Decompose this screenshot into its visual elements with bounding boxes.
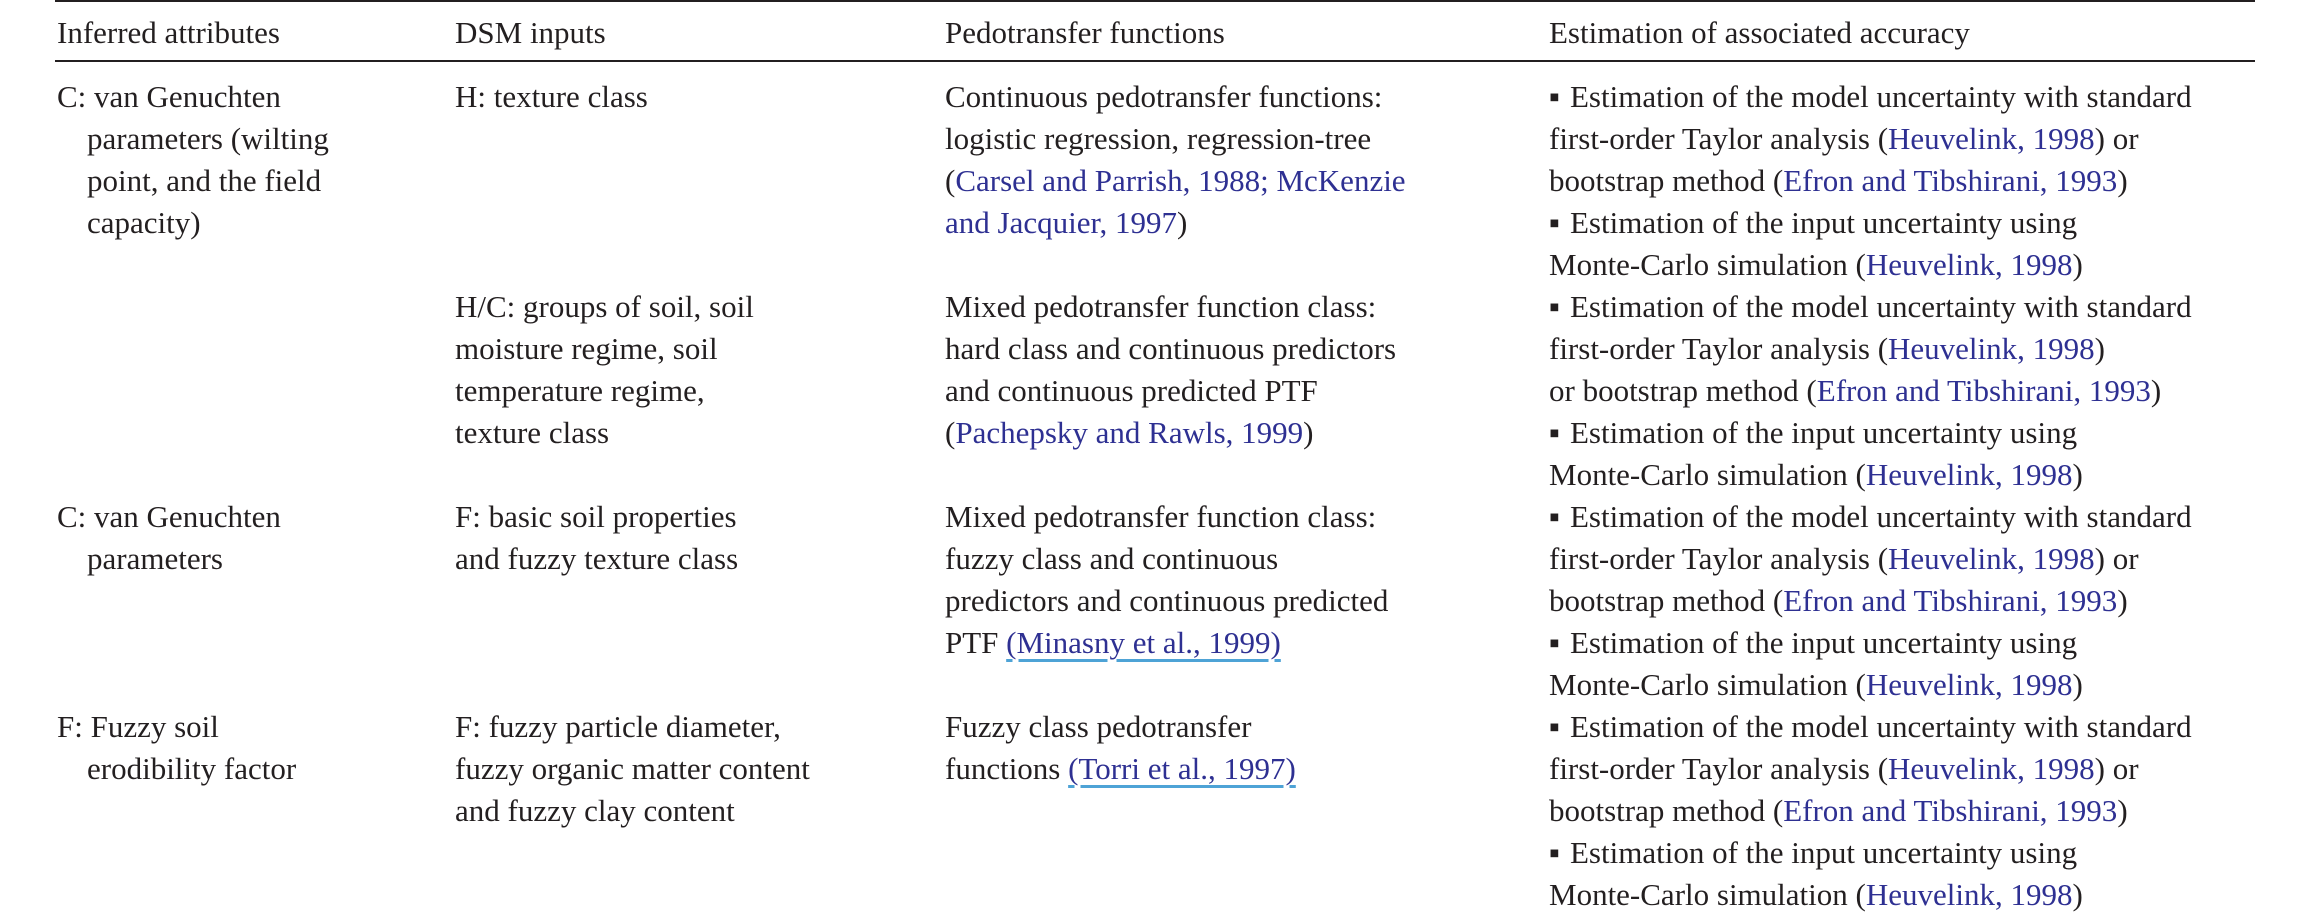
input-line: and fuzzy texture class xyxy=(455,541,739,576)
bullet-item: ▪ Estimation of the input uncertainty using xyxy=(1549,835,2077,870)
text: ) or xyxy=(2094,121,2139,156)
text: ) or xyxy=(2094,751,2139,786)
accuracy-line xyxy=(1549,622,2255,664)
text: ) xyxy=(1303,415,1314,450)
input-line: and fuzzy clay content xyxy=(455,793,735,828)
cell-inferred-attribute xyxy=(55,61,453,286)
header-inferred-attributes: Inferred attributes xyxy=(55,1,453,61)
text: ) xyxy=(2117,163,2128,198)
accuracy-line xyxy=(1549,496,2255,538)
attribute-line: C: van Genuchten xyxy=(57,79,281,114)
ptf-line xyxy=(945,706,1547,748)
cell-accuracy-estimation xyxy=(1547,706,2255,916)
text: PTF xyxy=(945,625,1007,660)
input-line: temperature regime, xyxy=(455,373,705,408)
input-line: H/C: groups of soil, soil xyxy=(455,289,754,324)
ptf-line xyxy=(945,160,1547,202)
cell-dsm-input xyxy=(453,286,943,496)
cell-accuracy-estimation xyxy=(1547,286,2255,496)
cell-accuracy-estimation xyxy=(1547,61,2255,286)
accuracy-line xyxy=(1549,790,2255,832)
citation-link-underlined[interactable]: (Torri et al., 1997) xyxy=(1068,751,1296,786)
bullet-item: ▪ Estimation of the model uncertainty with standard xyxy=(1549,289,2192,324)
accuracy-line xyxy=(1549,748,2255,790)
ptf-line xyxy=(945,496,1547,538)
cell-inferred-attribute xyxy=(55,286,453,496)
attribute-line: C: van Genuchten xyxy=(57,499,281,534)
text: bootstrap method ( xyxy=(1549,583,1784,618)
cell-pedotransfer-function xyxy=(943,706,1547,916)
citation-link[interactable]: and Jacquier, 1997 xyxy=(945,205,1178,240)
text: first-order Taylor analysis ( xyxy=(1549,751,1889,786)
text: Fuzzy class pedotransfer xyxy=(945,709,1252,744)
attribute-line: parameters xyxy=(87,541,223,576)
ptf-line xyxy=(945,748,1547,790)
text: ) xyxy=(2072,457,2083,492)
citation-link[interactable]: Heuvelink, 1998 xyxy=(1888,751,2095,786)
citation-link[interactable]: Heuvelink, 1998 xyxy=(1865,877,2073,912)
citation-link[interactable]: Pachepsky and Rawls, 1999 xyxy=(955,415,1304,450)
text: or bootstrap method ( xyxy=(1549,373,1817,408)
cell-inferred-attribute xyxy=(55,706,453,916)
input-line: fuzzy organic matter content xyxy=(455,751,810,786)
accuracy-line xyxy=(1549,328,2255,370)
text: ) xyxy=(2150,373,2162,408)
cell-dsm-input xyxy=(453,496,943,706)
text: ) xyxy=(1177,205,1188,240)
cell-accuracy-estimation xyxy=(1547,496,2255,706)
citation-link[interactable]: Heuvelink, 1998 xyxy=(1865,247,2073,282)
cell-pedotransfer-function xyxy=(943,61,1547,286)
text: first-order Taylor analysis ( xyxy=(1549,541,1889,576)
text: ) xyxy=(2117,583,2128,618)
text: ( xyxy=(945,415,956,450)
citation-link[interactable]: Efron and Tibshirani, 1993 xyxy=(1783,793,2118,828)
ptf-line xyxy=(945,370,1547,412)
text: Monte-Carlo simulation ( xyxy=(1549,877,1866,912)
text: predictors and continuous predicted xyxy=(945,583,1389,618)
input-line: texture class xyxy=(455,415,610,450)
accuracy-line xyxy=(1549,580,2255,622)
citation-link[interactable]: Heuvelink, 1998 xyxy=(1865,667,2073,702)
bullet-item: ▪ Estimation of the input uncertainty using xyxy=(1549,205,2077,240)
ptf-line xyxy=(945,76,1547,118)
text: ( xyxy=(945,163,956,198)
text: Monte-Carlo simulation ( xyxy=(1549,457,1866,492)
text: bootstrap method ( xyxy=(1549,793,1784,828)
ptf-line xyxy=(945,286,1547,328)
text: logistic regression, regression-tree xyxy=(945,121,1372,156)
text: ) xyxy=(2072,247,2083,282)
ptf-line xyxy=(945,118,1547,160)
accuracy-line xyxy=(1549,370,2255,412)
accuracy-line xyxy=(1549,118,2255,160)
input-line: F: basic soil properties xyxy=(455,499,737,534)
cell-pedotransfer-function xyxy=(943,286,1547,496)
header-pedotransfer-functions: Pedotransfer functions xyxy=(943,1,1547,61)
accuracy-line xyxy=(1549,244,2255,286)
accuracy-line xyxy=(1549,76,2255,118)
text: ) xyxy=(2072,877,2083,912)
accuracy-line xyxy=(1549,454,2255,496)
accuracy-line xyxy=(1549,412,2255,454)
citation-link[interactable]: Heuvelink, 1998 xyxy=(1888,121,2095,156)
cell-inferred-attribute xyxy=(55,496,453,706)
ptf-line xyxy=(945,202,1547,244)
text: ) xyxy=(2117,793,2128,828)
accuracy-line xyxy=(1549,202,2255,244)
citation-link-underlined[interactable]: (Minasny et al., 1999) xyxy=(1006,625,1281,660)
ptf-line xyxy=(945,580,1547,622)
citation-link[interactable]: Efron and Tibshirani, 1993 xyxy=(1816,373,2151,408)
ptf-line xyxy=(945,328,1547,370)
accuracy-line xyxy=(1549,832,2255,874)
text: ) or xyxy=(2094,541,2139,576)
text: hard class and continuous predictors xyxy=(945,331,1397,366)
citation-link[interactable]: Heuvelink, 1998 xyxy=(1888,541,2095,576)
table-row xyxy=(55,496,2255,706)
table-row xyxy=(55,61,2255,286)
header-dsm-inputs: DSM inputs xyxy=(453,1,943,61)
text: first-order Taylor analysis ( xyxy=(1549,331,1889,366)
accuracy-line xyxy=(1549,664,2255,706)
text: Mixed pedotransfer function class: xyxy=(945,499,1377,534)
bullet-item: ▪ Estimation of the input uncertainty using xyxy=(1549,415,2077,450)
text: first-order Taylor analysis ( xyxy=(1549,121,1889,156)
ptf-line xyxy=(945,538,1547,580)
input-line: H: texture class xyxy=(455,79,648,114)
accuracy-line xyxy=(1549,286,2255,328)
attribute-line: F: Fuzzy soil xyxy=(57,709,219,744)
attribute-line: capacity) xyxy=(87,205,201,240)
text: Monte-Carlo simulation ( xyxy=(1549,247,1866,282)
bullet-item: ▪ Estimation of the model uncertainty with standard xyxy=(1549,709,2192,744)
table-header xyxy=(55,1,2255,61)
input-line: F: fuzzy particle diameter, xyxy=(455,709,781,744)
ptf-line xyxy=(945,622,1547,664)
citation-link[interactable]: Heuvelink, 1998 xyxy=(1865,457,2073,492)
text: Monte-Carlo simulation ( xyxy=(1549,667,1866,702)
text: ) xyxy=(2072,667,2083,702)
ptf-line xyxy=(945,412,1547,454)
attribute-line: parameters (wilting xyxy=(87,121,329,156)
header-estimation-accuracy: Estimation of associated accuracy xyxy=(1547,1,2255,61)
table-body xyxy=(55,61,2255,916)
citation-link[interactable]: Carsel and Parrish, 1988; McKenzie xyxy=(955,163,1406,198)
accuracy-line xyxy=(1549,706,2255,748)
citation-link[interactable]: Efron and Tibshirani, 1993 xyxy=(1783,163,2118,198)
text: ) xyxy=(2094,331,2105,366)
accuracy-line xyxy=(1549,538,2255,580)
text: functions xyxy=(945,751,1069,786)
table-row xyxy=(55,706,2255,916)
table-row xyxy=(55,286,2255,496)
text: Mixed pedotransfer function class: xyxy=(945,289,1377,324)
pedotransfer-table xyxy=(55,0,2255,916)
accuracy-line xyxy=(1549,160,2255,202)
attribute-line: point, and the field xyxy=(87,163,322,198)
bullet-item: ▪ Estimation of the input uncertainty using xyxy=(1549,625,2077,660)
cell-dsm-input xyxy=(453,61,943,286)
header-row xyxy=(55,1,2255,61)
text: Continuous pedotransfer functions: xyxy=(945,79,1383,114)
pedotransfer-table-container xyxy=(55,0,2255,916)
input-line: moisture regime, soil xyxy=(455,331,718,366)
bullet-item: ▪ Estimation of the model uncertainty with standard xyxy=(1549,79,2192,114)
cell-pedotransfer-function xyxy=(943,496,1547,706)
cell-dsm-input xyxy=(453,706,943,916)
citation-link[interactable]: Heuvelink, 1998 xyxy=(1888,331,2095,366)
text: fuzzy class and continuous xyxy=(945,541,1279,576)
bullet-item: ▪ Estimation of the model uncertainty with standard xyxy=(1549,499,2192,534)
text: bootstrap method ( xyxy=(1549,163,1784,198)
citation-link[interactable]: Efron and Tibshirani, 1993 xyxy=(1783,583,2118,618)
text: and continuous predicted PTF xyxy=(945,373,1318,408)
attribute-line: erodibility factor xyxy=(87,751,297,786)
